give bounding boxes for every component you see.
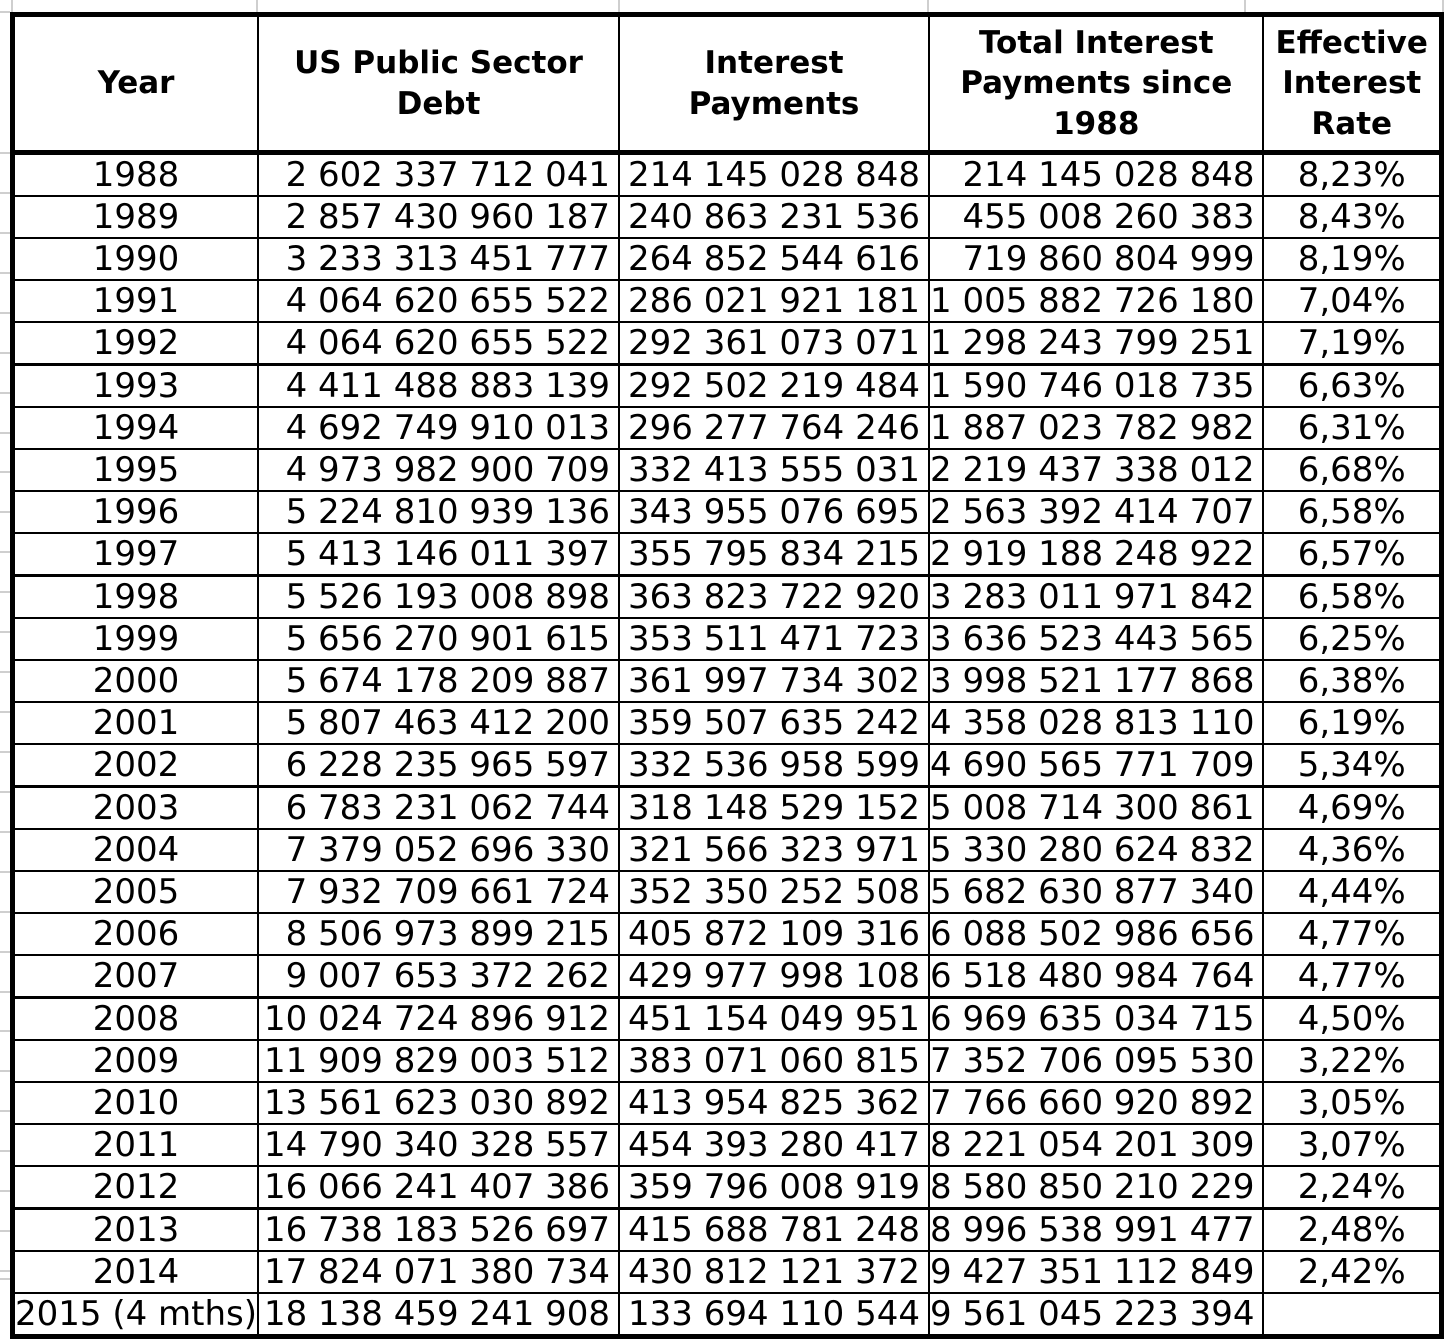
year-cell[interactable]: 1994: [13, 407, 259, 449]
year-cell[interactable]: 1995: [13, 449, 259, 491]
table-row: [13, 576, 1442, 619]
year-cell[interactable]: 2014: [13, 1251, 259, 1293]
year-cell[interactable]: 1993: [13, 365, 259, 408]
debt-cell[interactable]: 16 738 183 526 697: [258, 1209, 619, 1252]
table-row: [13, 1040, 1442, 1082]
interest-payments-cell[interactable]: 454 393 280 417: [619, 1124, 929, 1166]
table-row: [13, 196, 1442, 238]
interest-payments-cell[interactable]: 415 688 781 248: [619, 1209, 929, 1252]
total-interest-cell[interactable]: 6 518 480 984 764: [929, 955, 1263, 998]
interest-payments-cell[interactable]: 292 361 073 071: [619, 322, 929, 365]
gridline-stub: [11, 0, 13, 12]
debt-cell[interactable]: 4 973 982 900 709: [258, 449, 619, 491]
table-row: [13, 322, 1442, 365]
debt-cell[interactable]: 4 064 620 655 522: [258, 322, 619, 365]
table-row: [13, 618, 1442, 660]
rate-cell[interactable]: 7,04%: [1263, 280, 1441, 322]
year-cell[interactable]: 2005: [13, 871, 259, 913]
interest-payments-cell[interactable]: 286 021 921 181: [619, 280, 929, 322]
total-interest-cell[interactable]: 9 427 351 112 849: [929, 1251, 1263, 1293]
interest-payments-cell[interactable]: 363 823 722 920: [619, 576, 929, 619]
interest-payments-cell[interactable]: 352 350 252 508: [619, 871, 929, 913]
gridline-stub: [0, 791, 10, 793]
table-row: [13, 407, 1442, 449]
interest-payments-cell[interactable]: 343 955 076 695: [619, 491, 929, 533]
year-cell[interactable]: 1996: [13, 491, 259, 533]
interest-payments-cell[interactable]: 240 863 231 536: [619, 196, 929, 238]
total-interest-cell[interactable]: 5 682 630 877 340: [929, 871, 1263, 913]
table-row: [13, 955, 1442, 998]
rate-cell[interactable]: 6,25%: [1263, 618, 1441, 660]
year-cell[interactable]: 2011: [13, 1124, 259, 1166]
rate-cell[interactable]: 4,69%: [1263, 787, 1441, 830]
table-row: [13, 1166, 1442, 1209]
rate-cell[interactable]: [1263, 1293, 1441, 1337]
table-row: [13, 702, 1442, 744]
debt-cell[interactable]: 8 506 973 899 215: [258, 913, 619, 955]
gridline-stub: [0, 1030, 10, 1032]
year-cell[interactable]: 1989: [13, 196, 259, 238]
interest-payments-cell[interactable]: 430 812 121 372: [619, 1251, 929, 1293]
debt-cell[interactable]: 7 379 052 696 330: [258, 829, 619, 871]
rate-cell[interactable]: 4,36%: [1263, 829, 1441, 871]
debt-cell[interactable]: 5 656 270 901 615: [258, 618, 619, 660]
year-cell[interactable]: 2000: [13, 660, 259, 702]
gridline-stub: [0, 591, 10, 593]
gridline-stub: [0, 951, 10, 953]
year-cell[interactable]: 2010: [13, 1082, 259, 1124]
debt-cell[interactable]: 5 526 193 008 898: [258, 576, 619, 619]
rate-cell[interactable]: 8,19%: [1263, 238, 1441, 280]
total-interest-cell[interactable]: 6 088 502 986 656: [929, 913, 1263, 955]
gridline-stub: [0, 1270, 10, 1272]
interest-payments-cell[interactable]: 332 413 555 031: [619, 449, 929, 491]
interest-payments-cell[interactable]: 296 277 764 246: [619, 407, 929, 449]
gridline-stub: [0, 751, 10, 753]
gridline-stub: [0, 711, 10, 713]
table-row: [13, 829, 1442, 871]
table-row: [13, 1251, 1442, 1293]
gridline-stub: [0, 392, 10, 394]
total-interest-cell[interactable]: 455 008 260 383: [929, 196, 1263, 238]
table-row: [13, 1082, 1442, 1124]
gridline-stub: [0, 152, 10, 154]
gridline-stub: [0, 312, 10, 314]
us-debt-table: [10, 12, 1444, 1339]
debt-cell[interactable]: 18 138 459 241 908: [258, 1293, 619, 1337]
debt-cell[interactable]: 4 692 749 910 013: [258, 407, 619, 449]
debt-cell[interactable]: 6 783 231 062 744: [258, 787, 619, 830]
year-cell[interactable]: 2009: [13, 1040, 259, 1082]
rate-cell[interactable]: 7,19%: [1263, 322, 1441, 365]
table-row: [13, 533, 1442, 576]
table-row: [13, 660, 1442, 702]
debt-cell[interactable]: 6 228 235 965 597: [258, 744, 619, 787]
total-interest-cell[interactable]: 9 561 045 223 394: [929, 1293, 1263, 1337]
gridline-stub: [0, 551, 10, 553]
interest-payments-cell[interactable]: 318 148 529 152: [619, 787, 929, 830]
total-interest-cell[interactable]: 1 590 746 018 735: [929, 365, 1263, 408]
gridline-stub: [0, 911, 10, 913]
table-row: [13, 744, 1442, 787]
interest-payments-cell[interactable]: 413 954 825 362: [619, 1082, 929, 1124]
interest-payments-cell[interactable]: 359 796 008 919: [619, 1166, 929, 1209]
debt-cell[interactable]: 13 561 623 030 892: [258, 1082, 619, 1124]
interest-payments-cell[interactable]: 264 852 544 616: [619, 238, 929, 280]
interest-payments-cell[interactable]: 133 694 110 544: [619, 1293, 929, 1337]
debt-cell[interactable]: 16 066 241 407 386: [258, 1166, 619, 1209]
total-interest-cell[interactable]: 8 580 850 210 229: [929, 1166, 1263, 1209]
total-interest-cell[interactable]: 3 636 523 443 565: [929, 618, 1263, 660]
table-row: [13, 871, 1442, 913]
rate-cell[interactable]: 3,22%: [1263, 1040, 1441, 1082]
total-interest-cell[interactable]: 5 008 714 300 861: [929, 787, 1263, 830]
gridline-stub: [0, 1278, 10, 1280]
rate-cell[interactable]: 2,42%: [1263, 1251, 1441, 1293]
column-header-debt[interactable]: US Public Sector Debt: [258, 15, 619, 153]
total-interest-cell[interactable]: 4 690 565 771 709: [929, 744, 1263, 787]
interest-payments-cell[interactable]: 451 154 049 951: [619, 998, 929, 1041]
debt-cell[interactable]: 4 411 488 883 139: [258, 365, 619, 408]
interest-payments-cell[interactable]: 359 507 635 242: [619, 702, 929, 744]
rate-cell[interactable]: 2,24%: [1263, 1166, 1441, 1209]
rate-cell[interactable]: 5,34%: [1263, 744, 1441, 787]
gridline-stub: [0, 991, 10, 993]
total-interest-cell[interactable]: 719 860 804 999: [929, 238, 1263, 280]
total-interest-cell[interactable]: 4 358 028 813 110: [929, 702, 1263, 744]
total-interest-cell[interactable]: 2 563 392 414 707: [929, 491, 1263, 533]
gridline-stub: [0, 1110, 10, 1112]
debt-cell[interactable]: 5 674 178 209 887: [258, 660, 619, 702]
rate-cell[interactable]: 8,23%: [1263, 153, 1441, 197]
gridline-stub: [1244, 0, 1246, 12]
rate-cell[interactable]: 2,48%: [1263, 1209, 1441, 1252]
header-row: [13, 15, 1442, 153]
rate-cell[interactable]: 4,77%: [1263, 955, 1441, 998]
interest-payments-cell[interactable]: 292 502 219 484: [619, 365, 929, 408]
year-cell[interactable]: 1998: [13, 576, 259, 619]
debt-cell[interactable]: 10 024 724 896 912: [258, 998, 619, 1041]
year-cell[interactable]: 2003: [13, 787, 259, 830]
total-interest-cell[interactable]: 3 283 011 971 842: [929, 576, 1263, 619]
interest-payments-cell[interactable]: 353 511 471 723: [619, 618, 929, 660]
interest-payments-cell[interactable]: 405 872 109 316: [619, 913, 929, 955]
debt-cell[interactable]: 4 064 620 655 522: [258, 280, 619, 322]
rate-cell[interactable]: 3,05%: [1263, 1082, 1441, 1124]
year-cell[interactable]: 2015 (4 mths): [13, 1293, 259, 1337]
total-interest-cell[interactable]: 7 766 660 920 892: [929, 1082, 1263, 1124]
gridline-stub: [0, 1070, 10, 1072]
rate-cell[interactable]: 6,58%: [1263, 576, 1441, 619]
table-row: [13, 1124, 1442, 1166]
year-cell[interactable]: 2006: [13, 913, 259, 955]
gridline-stub: [0, 1190, 10, 1192]
debt-cell[interactable]: 5 807 463 412 200: [258, 702, 619, 744]
column-header-interest-payments[interactable]: Interest Payments: [619, 15, 929, 153]
gridline-stub: [927, 0, 929, 12]
rate-cell[interactable]: 6,31%: [1263, 407, 1441, 449]
table-row: [13, 913, 1442, 955]
debt-cell[interactable]: 9 007 653 372 262: [258, 955, 619, 998]
debt-cell[interactable]: 7 932 709 661 724: [258, 871, 619, 913]
total-interest-cell[interactable]: 6 969 635 034 715: [929, 998, 1263, 1041]
gridline-stub: [0, 232, 10, 234]
rate-cell[interactable]: 6,58%: [1263, 491, 1441, 533]
total-interest-cell[interactable]: 214 145 028 848: [929, 153, 1263, 197]
year-cell[interactable]: 1997: [13, 533, 259, 576]
total-interest-cell[interactable]: 8 221 054 201 309: [929, 1124, 1263, 1166]
interest-payments-cell[interactable]: 361 997 734 302: [619, 660, 929, 702]
year-cell[interactable]: 2002: [13, 744, 259, 787]
table-row: [13, 449, 1442, 491]
interest-payments-cell[interactable]: 332 536 958 599: [619, 744, 929, 787]
gridline-stub: [618, 0, 620, 12]
gridline-stub: [0, 1150, 10, 1152]
gridline-stub: [0, 671, 10, 673]
debt-cell[interactable]: 14 790 340 328 557: [258, 1124, 619, 1166]
year-cell[interactable]: 1999: [13, 618, 259, 660]
gridline-stub: [0, 11, 10, 13]
gridline-stub: [0, 471, 10, 473]
total-interest-cell[interactable]: 2 919 188 248 922: [929, 533, 1263, 576]
total-interest-cell[interactable]: 3 998 521 177 868: [929, 660, 1263, 702]
year-cell[interactable]: 2013: [13, 1209, 259, 1252]
debt-cell[interactable]: 3 233 313 451 777: [258, 238, 619, 280]
rate-cell[interactable]: 8,43%: [1263, 196, 1441, 238]
total-interest-cell[interactable]: 1 298 243 799 251: [929, 322, 1263, 365]
column-header-year[interactable]: Year: [13, 15, 259, 153]
year-cell[interactable]: 1990: [13, 238, 259, 280]
gridline-stub: [0, 631, 10, 633]
gridline-stub: [0, 831, 10, 833]
year-cell[interactable]: 1992: [13, 322, 259, 365]
year-cell[interactable]: 2004: [13, 829, 259, 871]
debt-cell[interactable]: 2 602 337 712 041: [258, 153, 619, 197]
table-row: [13, 491, 1442, 533]
rate-cell[interactable]: 4,44%: [1263, 871, 1441, 913]
table-row: [13, 238, 1442, 280]
column-header-total-interest[interactable]: Total Interest Payments since 1988: [929, 15, 1263, 153]
year-cell[interactable]: 2001: [13, 702, 259, 744]
table-row: [13, 280, 1442, 322]
column-header-effective-rate[interactable]: Effective Interest Rate: [1263, 15, 1441, 153]
debt-cell[interactable]: 17 824 071 380 734: [258, 1251, 619, 1293]
gridline-stub: [0, 272, 10, 274]
total-interest-cell[interactable]: 1 887 023 782 982: [929, 407, 1263, 449]
debt-cell[interactable]: 5 413 146 011 397: [258, 533, 619, 576]
rate-cell[interactable]: 4,77%: [1263, 913, 1441, 955]
table-row: [13, 1293, 1442, 1337]
total-interest-cell[interactable]: 5 330 280 624 832: [929, 829, 1263, 871]
total-interest-cell[interactable]: 7 352 706 095 530: [929, 1040, 1263, 1082]
rate-cell[interactable]: 3,07%: [1263, 1124, 1441, 1166]
total-interest-cell[interactable]: 2 219 437 338 012: [929, 449, 1263, 491]
interest-payments-cell[interactable]: 429 977 998 108: [619, 955, 929, 998]
rate-cell[interactable]: 6,63%: [1263, 365, 1441, 408]
interest-payments-cell[interactable]: 214 145 028 848: [619, 153, 929, 197]
table-row: [13, 787, 1442, 830]
interest-payments-cell[interactable]: 383 071 060 815: [619, 1040, 929, 1082]
rate-cell[interactable]: 4,50%: [1263, 998, 1441, 1041]
gridline-stub: [0, 432, 10, 434]
gridline-stub: [0, 511, 10, 513]
gridline-stub: [0, 192, 10, 194]
rate-cell[interactable]: 6,68%: [1263, 449, 1441, 491]
debt-cell[interactable]: 5 224 810 939 136: [258, 491, 619, 533]
interest-payments-cell[interactable]: 321 566 323 971: [619, 829, 929, 871]
interest-payments-cell[interactable]: 355 795 834 215: [619, 533, 929, 576]
table-row: [13, 153, 1442, 197]
gridline-stub: [256, 0, 258, 12]
debt-cell[interactable]: 11 909 829 003 512: [258, 1040, 619, 1082]
rate-cell[interactable]: 6,57%: [1263, 533, 1441, 576]
gridline-stub: [0, 352, 10, 354]
year-cell[interactable]: 2008: [13, 998, 259, 1041]
rate-cell[interactable]: 6,19%: [1263, 702, 1441, 744]
rate-cell[interactable]: 6,38%: [1263, 660, 1441, 702]
year-cell[interactable]: 1991: [13, 280, 259, 322]
year-cell[interactable]: 1988: [13, 153, 259, 197]
gridline-stub: [0, 871, 10, 873]
debt-cell[interactable]: 2 857 430 960 187: [258, 196, 619, 238]
table-row: [13, 998, 1442, 1041]
table-row: [13, 1209, 1442, 1252]
year-cell[interactable]: 2012: [13, 1166, 259, 1209]
table-row: [13, 365, 1442, 408]
total-interest-cell[interactable]: 1 005 882 726 180: [929, 280, 1263, 322]
total-interest-cell[interactable]: 8 996 538 991 477: [929, 1209, 1263, 1252]
year-cell[interactable]: 2007: [13, 955, 259, 998]
gridline-stub: [0, 1230, 10, 1232]
